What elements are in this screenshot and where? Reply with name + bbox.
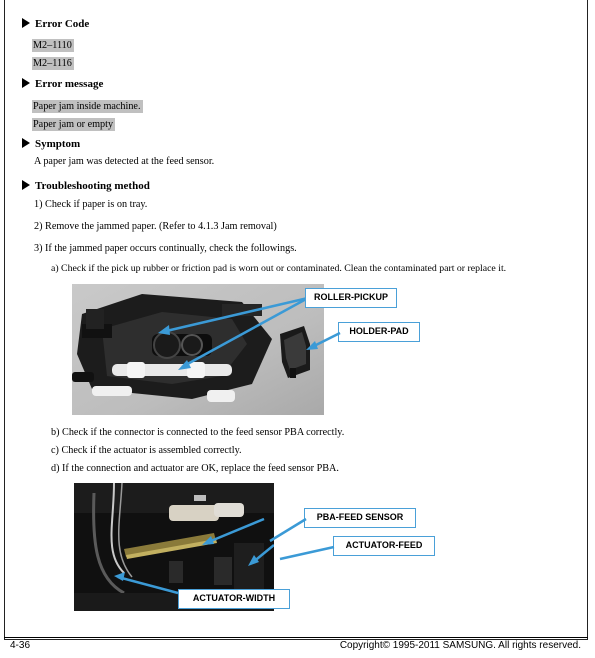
holder-pad-arrow <box>300 330 345 355</box>
pba-feed-sensor-label: PBA-FEED SENSOR <box>304 508 416 528</box>
substep-b: b) Check if the connector is connected to the feed sensor PBA correctly. <box>51 427 345 438</box>
roller-pickup-label: ROLLER-PICKUP <box>305 288 397 308</box>
error-code-2: M2–1116 <box>33 58 72 69</box>
figure2-callout-arrows <box>260 515 340 565</box>
holder-pad-label: HOLDER-PAD <box>338 322 420 342</box>
error-code-1: M2–1110 <box>33 40 72 51</box>
copyright: Copyright© 1995-2011 SAMSUNG. All rights reserved. <box>339 640 581 651</box>
substep-a: a) Check if the pick up rubber or friction pad is worn out or contaminated. Clean the contaminated part or replace it. <box>51 263 507 274</box>
substep-d: d) If the connection and actuator are OK, replace the feed sensor PBA. <box>51 463 339 474</box>
step-2: 2) Remove the jammed paper. (Refer to 4.1.3 Jam removal) <box>34 221 277 232</box>
actuator-feed-label: ACTUATOR-FEED <box>333 536 435 556</box>
bullet-arrow-icon <box>22 18 30 28</box>
step-3: 3) If the jammed paper occurs continually, check the followings. <box>34 243 297 254</box>
error-code-heading: Error Code <box>22 18 89 30</box>
bullet-arrow-icon <box>22 138 30 148</box>
error-message-2: Paper jam or empty <box>33 119 114 130</box>
footer-rule <box>4 637 588 638</box>
error-message-1: Paper jam inside machine. <box>33 101 141 112</box>
error-message-heading: Error message <box>22 78 103 90</box>
bullet-arrow-icon <box>22 78 30 88</box>
symptom-text: A paper jam was detected at the feed sensor. <box>34 156 215 167</box>
actuator-width-label: ACTUATOR-WIDTH <box>178 589 290 609</box>
step-1: 1) Check if paper is on tray. <box>34 199 148 210</box>
substep-c: c) Check if the actuator is assembled correctly. <box>51 445 242 456</box>
troubleshooting-heading: Troubleshooting method <box>22 180 150 192</box>
bullet-arrow-icon <box>22 180 30 190</box>
symptom-heading: Symptom <box>22 138 80 150</box>
page-number: 4-36 <box>10 640 31 651</box>
